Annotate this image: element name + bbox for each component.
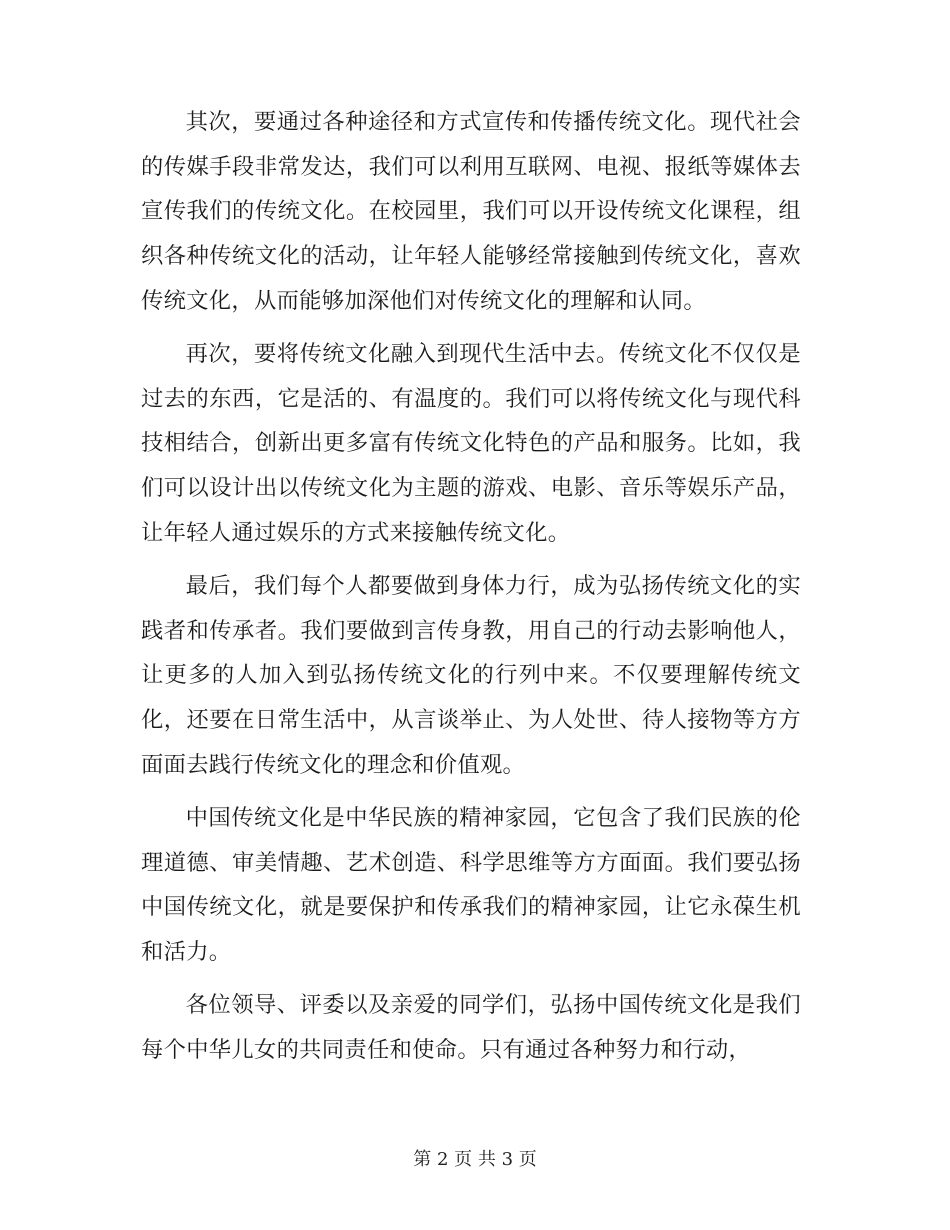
paragraph-1: 其次，要通过各种途径和方式宣传和传播传统文化。现代社会的传媒手段非常发达，我们可以利用互联网、电视、报纸等媒体去宣传我们的传统文化。在校园里，我们可以开设传统文化课程，组织各种传统文化的活动，让年轻人能够经常接触到传统文化，喜欢传统文化，从而能够加深他们对传统文化的理解和认同。 bbox=[141, 109, 801, 314]
page-number-label: 第 2 页 共 3 页 bbox=[413, 1149, 537, 1170]
paragraph-3: 最后，我们每个人都要做到身体力行，成为弘扬传统文化的实践者和传承者。我们要做到言传身教，用自己的行动去影响他人，让更多的人加入到弘扬传统文化的行列中来。不仅要理解传统文化，还要在日常生活中，从言谈举止、为人处世、待人接物等方方面面去践行传统文化的理念和价值观。 bbox=[141, 573, 801, 778]
paragraph-4: 中国传统文化是中华民族的精神家园，它包含了我们民族的伦理道德、审美情趣、艺术创造、科学思维等方方面面。我们要弘扬中国传统文化，就是要保护和传承我们的精神家园，让它永葆生机和活力。 bbox=[141, 805, 801, 966]
paragraph-2: 再次，要将传统文化融入到现代生活中去。传统文化不仅仅是过去的东西，它是活的、有温度的。我们可以将传统文化与现代科技相结合，创新出更多富有传统文化特色的产品和服务。比如，我们可以设计出以传统文化为主题的游戏、电影、音乐等娱乐产品，让年轻人通过娱乐的方式来接触传统文化。 bbox=[141, 341, 801, 546]
paragraph-5: 各位领导、评委以及亲爱的同学们，弘扬中国传统文化是我们每个中华儿女的共同责任和使命。只有通过各种努力和行动， bbox=[141, 992, 801, 1064]
document-body bbox=[141, 100, 801, 1081]
page-footer bbox=[0, 1148, 950, 1172]
